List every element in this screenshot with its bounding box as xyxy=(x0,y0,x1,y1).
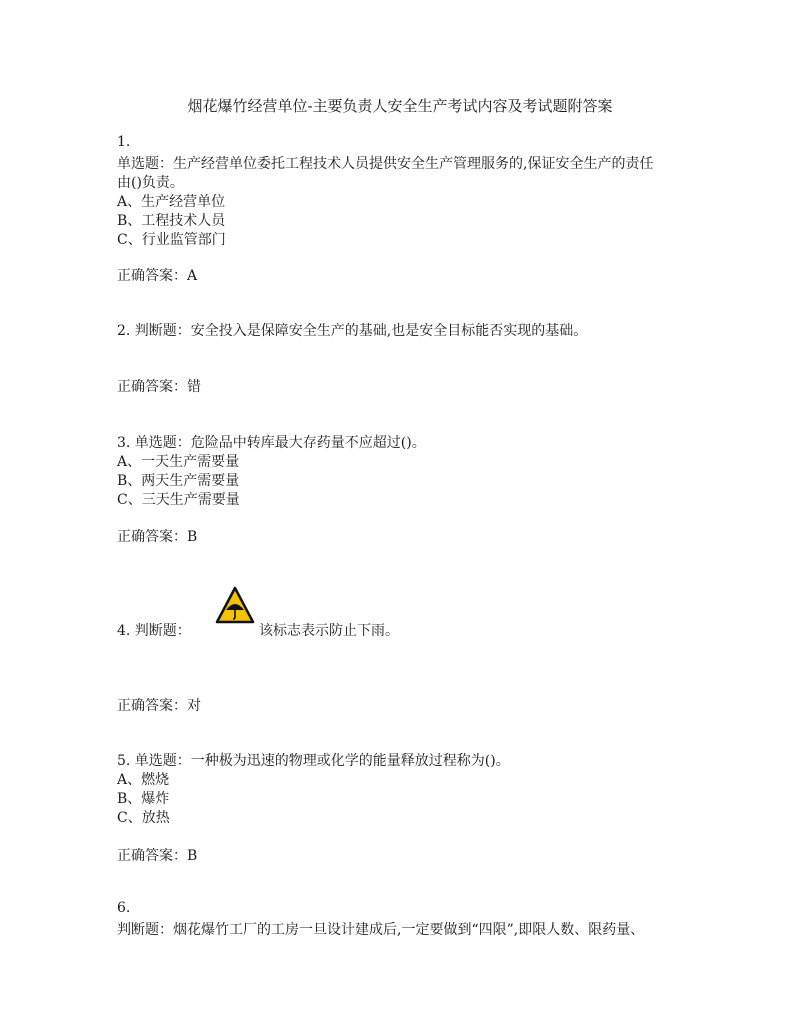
q1-option-b: B、工程技术人员 xyxy=(117,213,226,229)
q1-option-c: C、行业监管部门 xyxy=(117,232,226,248)
q6-question-line1: 判断题：烟花爆竹工厂的工房一旦设计建成后,一定要做到“四限”,即限人数、限药量、 xyxy=(117,922,645,938)
q1-answer: 正确答案：A xyxy=(117,268,198,284)
page-title: 烟花爆竹经营单位-主要负责人安全生产考试内容及考试题附答案 xyxy=(187,97,613,115)
q5-option-c: C、放热 xyxy=(117,810,170,826)
q5-answer: 正确答案：B xyxy=(117,848,198,864)
q1-option-a: A、生产经营单位 xyxy=(117,194,226,210)
q4-answer: 正确答案：对 xyxy=(117,698,201,714)
q2-answer: 正确答案：错 xyxy=(117,379,201,395)
umbrella-warning-sign-icon xyxy=(215,586,255,626)
q6-number: 6. xyxy=(117,900,131,916)
q3-option-c: C、三天生产需要量 xyxy=(117,492,240,508)
q3-answer: 正确答案：B xyxy=(117,529,198,545)
q1-question-line2: 由()负责。 xyxy=(117,175,184,191)
q5-question: 5. 单选题：一种极为迅速的物理或化学的能量释放过程称为()。 xyxy=(117,753,510,769)
q1-question-line1: 单选题：生产经营单位委托工程技术人员提供安全生产管理服务的,保证安全生产的责任 xyxy=(117,156,654,172)
q1-number: 1. xyxy=(117,134,131,150)
q5-option-a: A、燃烧 xyxy=(117,772,170,788)
q3-option-a: A、一天生产需要量 xyxy=(117,454,240,470)
q2-question: 2. 判断题：安全投入是保障安全生产的基础,也是安全目标能否实现的基础。 xyxy=(117,323,588,339)
q3-question: 3. 单选题：危险品中转库最大存药量不应超过()。 xyxy=(117,435,426,451)
q4-question-prefix: 4. 判断题： xyxy=(117,623,191,639)
q4-question-suffix: 该标志表示防止下雨。 xyxy=(259,623,399,639)
q5-option-b: B、爆炸 xyxy=(117,791,170,807)
q3-option-b: B、两天生产需要量 xyxy=(117,473,240,489)
